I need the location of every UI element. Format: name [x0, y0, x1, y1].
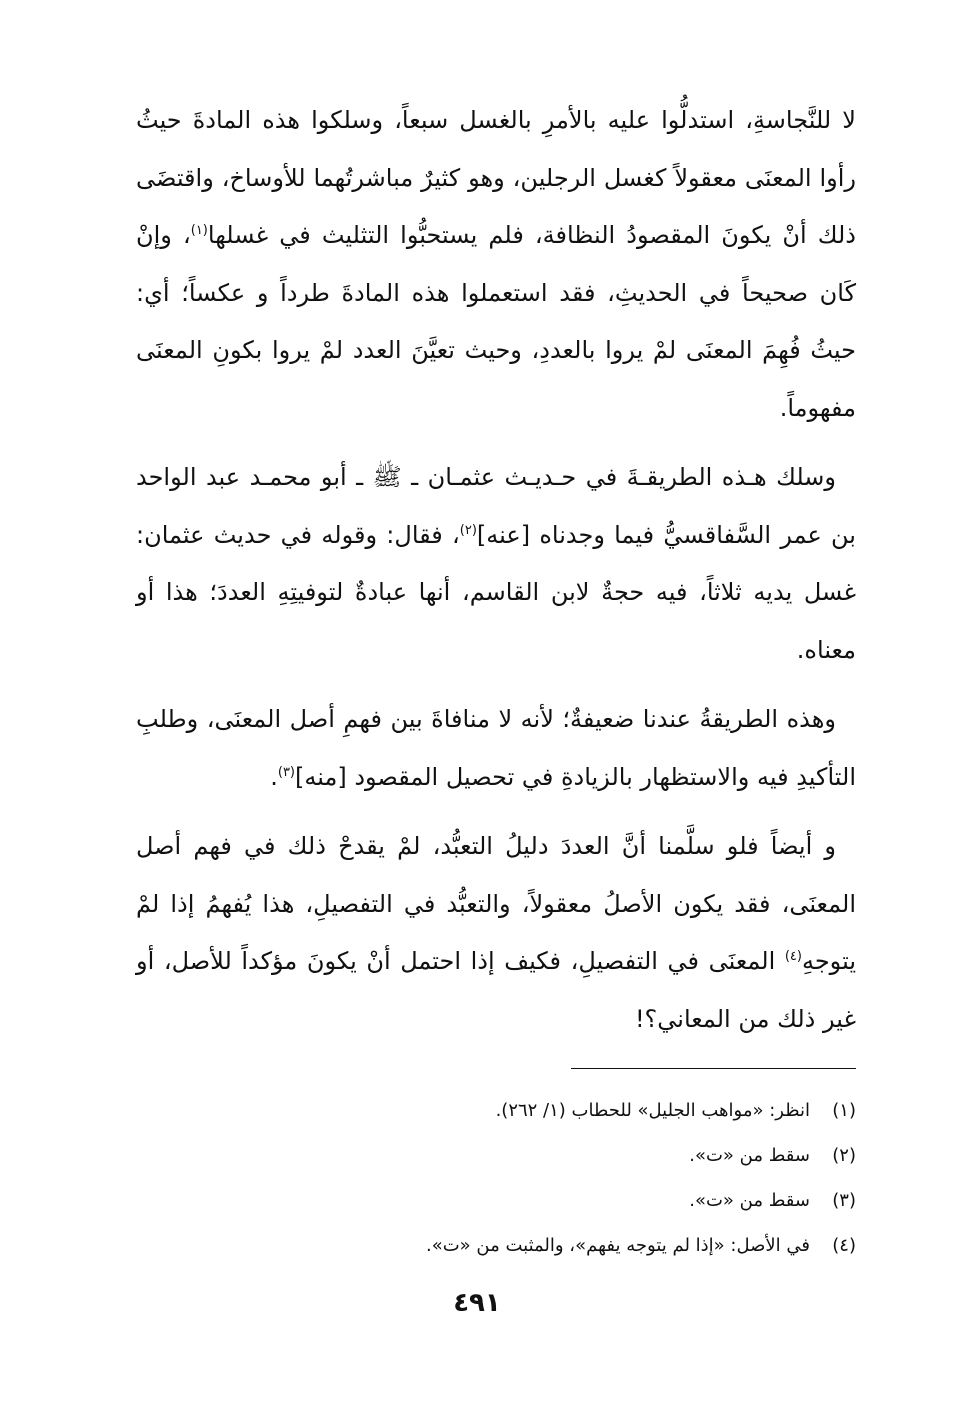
paragraph-4	[136, 818, 856, 1048]
footnote-3	[136, 1178, 856, 1223]
footnote-1	[136, 1088, 856, 1133]
footnote-number: (٢)	[832, 1145, 856, 1166]
footnote-number: (١)	[832, 1100, 856, 1121]
footnote-text: في الأصل: «إذا لم يتوجه يفهم»، والمثبت من «ت».	[425, 1235, 810, 1256]
paragraph-3-text-b: .	[270, 762, 278, 791]
paragraph-1-text-a: لا للنَّجاسةِ، استدلُّوا عليه بالأمرِ بالغسل سبعاً، وسلكوا هذه المادةَ حيثُ رأوا المعنَى معقولاً كغسل الرجلين، وهو كثيرٌ مباشرتُهما للأوساخ، واقتضَى ذلك أنْ يكونَ المقصودُ النظافة، فلم يستحبُّوا التثليث في غسلها	[136, 106, 856, 249]
paragraph-1-text-b: ، وإنْ كَان صحيحاً في الحديثِ، فقد استعملوا هذه المادةَ طرداً و عكساً؛ أي: حيثُ فُهِمَ المعنَى لمْ يروا بالعددِ، وحيث تعيَّنَ العدد لمْ يروا بكونِ المعنَى مفهوماً.	[136, 221, 856, 422]
footnote-4	[136, 1223, 856, 1268]
paragraph-4-text-b: المعنَى في التفصيلِ، فكيف إذا احتمل أنْ يكونَ مؤكداً للأصل، أو غير ذلك من المعاني؟!	[136, 947, 856, 1033]
footnote-text: انظر: «مواهب الجليل» للحطاب (١/ ٢٦٢).	[495, 1100, 810, 1121]
footnotes	[136, 1088, 856, 1268]
main-text	[136, 92, 856, 1060]
paragraph-3	[136, 691, 856, 806]
footnote-ref-4: (٤)	[784, 949, 802, 964]
paragraph-2	[136, 449, 856, 679]
page-number: ٤٩١	[453, 1288, 501, 1318]
paragraph-2-text-a: وسلك هـذه الطريقـةَ في حـديـث عثمـان ـ ﷺ ـ أبو محمـد عبد الواحد بن عمر السَّفاقسيُّ فيما وجدناه [عنه]	[136, 463, 856, 549]
footnote-number: (٤)	[832, 1235, 856, 1256]
footnote-2	[136, 1133, 856, 1178]
paragraph-1	[136, 92, 856, 437]
footnote-ref-3: (٣)	[277, 764, 295, 780]
paragraph-2-text-b: ، فقال: وقوله في حديث عثمان: غسل يديه ثلاثاً، فيه حجةٌ لابن القاسم، أنها عبادةٌ لتوفيتِهِ العددَ؛ هذا أو معناه.	[136, 520, 856, 664]
footnote-ref-2: (٢)	[459, 522, 477, 538]
footnote-ref-1: (١)	[190, 223, 208, 238]
footnote-number: (٣)	[832, 1190, 856, 1211]
paragraph-4-text-a: و أيضاً فلو سلَّمنا أنَّ العددَ دليلُ التعبُّد، لمْ يقدحْ ذلك في فهم أصل المعنَى، فقد يكون الأصلُ معقولاً، والتعبُّد في التفصيلِ، هذا يُفهمُ إذا لمْ يتوجهِ	[136, 832, 856, 975]
paragraph-3-text-a: وهذه الطريقةُ عندنا ضعيفةٌ؛ لأنه لا منافاةَ بين فهمِ أصل المعنَى، وطلبِ التأكيدِ فيه والاستظهار بالزيادةِ في تحصيل المقصود [منه]	[136, 705, 856, 791]
footnote-text: سقط من «ت».	[689, 1190, 810, 1211]
footnote-divider	[571, 1068, 856, 1069]
footnote-text: سقط من «ت».	[689, 1145, 810, 1166]
